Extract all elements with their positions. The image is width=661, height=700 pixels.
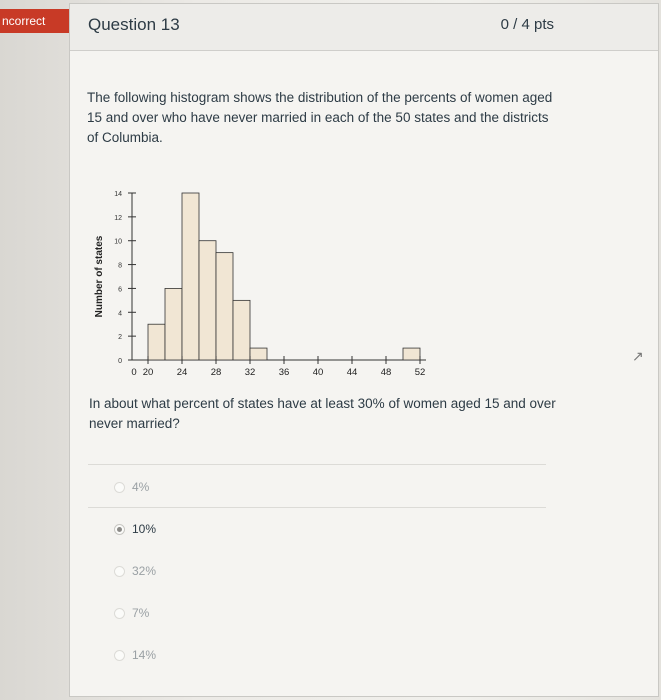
y-axis-label: Number of states [94,235,105,318]
histogram-chart [92,179,432,389]
answer-label: 10% [132,522,157,536]
answers-divider-top [88,464,546,465]
histogram-bar [165,288,182,360]
y-tick-label: 4 [118,310,122,318]
answer-label: 7% [132,606,150,620]
histogram-bar [233,300,250,360]
y-tick-label: 6 [118,286,122,294]
y-tick-label: 10 [114,238,122,246]
y-tick-label: 8 [118,262,122,270]
answers-divider [88,507,546,508]
x-tick-label: 28 [210,367,222,378]
x-tick-label: 44 [346,367,358,378]
x-tick-label: 48 [380,367,392,378]
histogram-bar [199,241,216,360]
x-tick-label: 20 [142,367,154,378]
radio-button[interactable] [114,650,125,661]
question-header [70,4,658,51]
question-points: 0 / 4 pts [500,16,554,33]
x-tick-label: 52 [414,367,426,378]
radio-button[interactable] [114,608,125,619]
x-tick-label: 24 [176,367,188,378]
question-text: The following histogram shows the distribution of the percents of women aged 15 and over who have never married in each of the 50 states and the districts of Columbia. [87,90,553,145]
y-tick-label: 0 [118,358,122,365]
y-tick-label: 12 [114,214,122,222]
histogram-bar [250,348,267,360]
y-tick-label: 14 [114,191,122,198]
question-title: Question 13 [88,15,180,34]
x-tick-label: 40 [312,367,324,378]
answer-label: 32% [132,564,157,578]
x-origin-label: 0 [131,367,137,378]
y-tick-label: 2 [118,334,122,342]
x-tick-label: 32 [244,367,256,378]
radio-button[interactable] [114,482,125,493]
histogram-bar [216,253,233,360]
incorrect-badge: ncorrect [0,9,80,33]
radio-button[interactable] [114,566,125,577]
histogram-bar [148,324,165,360]
x-tick-label: 36 [278,367,290,378]
mouse-cursor-icon: ↗ [632,348,644,364]
answer-label: 14% [132,648,157,662]
answer-label: 4% [132,480,150,494]
histogram-bar [182,193,199,360]
question-prompt: In about what percent of states have at least 30% of women aged 15 and over never married? [89,396,556,431]
question-card [69,3,659,697]
histogram-bar [403,348,420,360]
radio-button-selected[interactable] [114,524,125,535]
